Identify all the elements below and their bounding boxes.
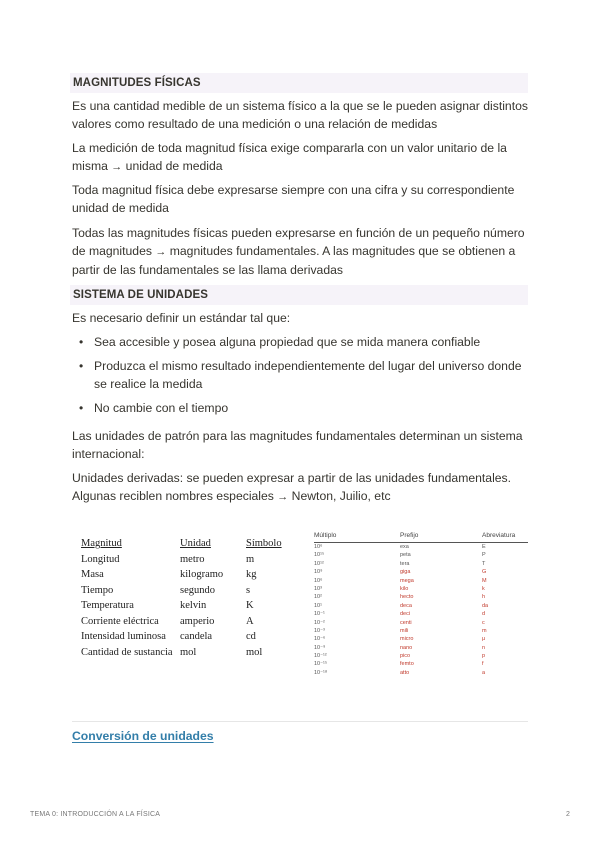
table-row: 10⁻¹⁵ femto f: [314, 661, 484, 668]
bullet-list: [72, 333, 528, 417]
footer-title: TEMA 0: INTRODUCCIÓN A LA FÍSICA: [30, 811, 161, 818]
table-row: 10¹⁵ peta P: [314, 552, 486, 559]
list-item: • No cambie con el tiempo: [72, 399, 528, 417]
arrow-icon: →: [155, 246, 167, 258]
table-row: 10⁻¹² pico p: [314, 653, 486, 660]
paragraph: Unidades derivadas: se pueden expresar a partir de las unidades fundamentales. Algunas reciblen nombres especiales → Newton, Juilio, etc: [72, 471, 512, 503]
section-heading-sistema: SISTEMA DE UNIDADES: [70, 285, 528, 305]
paragraph: Es necesario definir un estándar tal que:: [72, 311, 291, 325]
table-row: 10⁻⁹ nano n: [314, 644, 486, 651]
paragraph: La medición de toda magnitud física exige compararla con un valor unitario de la misma → unidad de medida: [72, 141, 507, 173]
table-row: 10⁻¹ deci d: [314, 611, 486, 618]
table-row: Corriente eléctrica amperio A: [81, 615, 254, 627]
table-row: Masa kilogramo kg: [81, 569, 257, 580]
divider: [72, 721, 528, 722]
prefix-table: [314, 530, 528, 677]
conversion-units-link[interactable]: Conversión de unidades: [72, 729, 214, 743]
table-row: Longitud metro m: [81, 553, 255, 565]
paragraph: Las unidades de patrón para las magnitudes fundamentales determinan un sistema internacional:: [72, 429, 523, 461]
table-row: 10¹² tera T: [314, 560, 486, 567]
paragraph: Toda magnitud física debe expresarse siempre con una cifra y su correspondiente unidad de medida: [72, 183, 515, 215]
arrow-icon: →: [111, 161, 123, 173]
table-row: 10⁶ mega M: [314, 577, 487, 584]
table-row: Cantidad de sustancia mol mol: [81, 646, 263, 658]
table-row: 10⁻¹⁸ atto a: [314, 669, 486, 676]
paragraph: Todas las magnitudes físicas pueden expresarse en función de un pequeño número de magnitudes → magnitudes fundamentales. A las magnitudes que se obtienen a partir de las fundamentales se las llama derivadas: [72, 226, 525, 277]
table-row: Temperatura kelvin K: [81, 600, 254, 611]
table-row: 10² hecto h: [314, 594, 486, 601]
table-row: 10¹ deca da: [314, 602, 489, 609]
table-row: 10⁹ giga G: [314, 569, 487, 576]
table-row: Intensidad luminosa candela cd: [81, 631, 256, 642]
table-row: 10⁻² centi c: [314, 619, 485, 626]
paragraph: Es una cantidad medible de un sistema físico a la que se le pueden asignar distintos valores como resultado de una medición o una relación de medidas: [72, 99, 528, 131]
si-units-table: [81, 536, 291, 660]
table-row: 10⁻⁶ micro μ: [314, 636, 486, 643]
table-row: Tiempo segundo s: [81, 584, 251, 596]
list-item: • Sea accesible y posea alguna propiedad que se mida manera confiable: [72, 333, 528, 351]
table-header: Magnitud Unidad Símbolo: [81, 538, 282, 549]
prefix-rows: [314, 543, 528, 677]
list-item: • Produzca el mismo resultado independientemente del lugar del universo donde se realice la medida: [72, 357, 528, 393]
page-number: 2: [566, 811, 570, 818]
table-row: 10⁶ exa E: [314, 544, 486, 550]
table-row: 10³ kilo k: [314, 585, 485, 592]
table-header: Múltiplo Prefijo Abreviatura: [314, 530, 528, 543]
section-heading-magnitudes: MAGNITUDES FÍSICAS: [70, 73, 528, 93]
table-row: 10⁻³ mili m: [314, 627, 487, 634]
arrow-icon: →: [277, 491, 289, 503]
